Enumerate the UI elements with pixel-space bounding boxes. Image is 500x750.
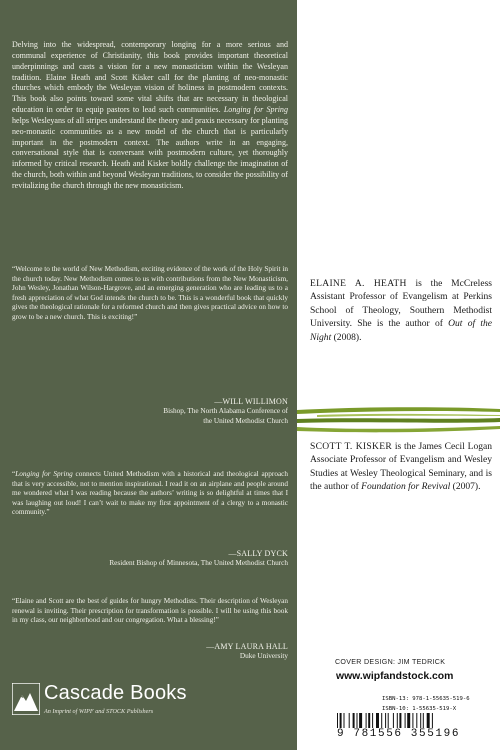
quote-book-title: Longing for Spring [15, 470, 73, 478]
isbn-13: ISBN-13: 978-1-55635-519-6 [382, 696, 470, 702]
bio-text: is the James Cecil Logan Associate Professor of Evangelism and Wesley Studies at Wesley Theological Seminary, and is the author of [310, 441, 493, 493]
isbn-10: ISBN-10: 1-55635-519-X [382, 706, 457, 712]
quote-text: connects United Methodism with a historical and theological approach that is very accessible, not to mention inspirational. I read it on an airplane and people around me wondered what I was reading because the authors’ writing is so delightful at times that I was laughing out loud! I can’t wait to make my first appointment of a clergy to a monastic community.” [12, 470, 289, 517]
endorsement-attribution-2 [12, 549, 288, 569]
author-bio-kisker [310, 440, 492, 494]
endorser-name: —AMY LAURA HALL [206, 642, 288, 651]
endorser-title: the United Methodist Church [203, 416, 288, 425]
publisher-logo [12, 681, 192, 733]
publisher-name: Cascade Books [44, 682, 187, 704]
publisher-tagline: An Imprint of WIPF and STOCK Publishers [44, 708, 154, 715]
blurb-part-2: helps Wesleyans of all stripes understand the theory and praxis necessary for planting neo-monastic communities as a new model of the church that is particularly important in the postmodern context. The authors write in an engaging, conversational style that is conversant with postmodern culture, yet thoroughly informed by critical research. Heath and Kisker boldly challenge the imagination of the church, both within and beyond Wesleyan traditions, to consider the possibility of revitalizing the church through the new monasticism. [12, 115, 288, 190]
endorsement-quote-2: “Longing for Spring connects United Methodism with a historical and theological approach that is very accessible, not to mention inspirational. I read it on an airplane and people around me wondered what I was reading because the authors’ writing is so delightful at times that I was laughing out loud! I can’t wait to make my first appointment of a clergy to a monastic community.” [12, 470, 289, 517]
book-blurb [12, 40, 288, 192]
endorsement-quote-3: “Elaine and Scott are the best of guides for hungry Methodists. Their description of Wesleyan renewal is inviting. Their prescription for transformation is possible. I will be using this book in my class, our neighborhood and our congregation. What a blessing!” [12, 597, 288, 625]
endorser-title: Duke University [239, 651, 288, 660]
endorsement-attribution-3 [12, 642, 288, 662]
bio-book-title: Foundation for Revival [361, 481, 451, 493]
bio-text: is the McCreless Assistant Professor of Evangelism at Perkins School of Theology, Southern Methodist University. She is the author of [310, 278, 492, 330]
bio-book-title: Out of the Night [310, 318, 493, 343]
endorser-title: Resident Bishop of Minnesota, The United Methodist Church [109, 558, 288, 567]
author-name: SCOTT T. KISKER [310, 441, 393, 452]
bio-year: (2008). [333, 331, 362, 343]
mountain-icon [12, 683, 40, 715]
grass-blades-graphic [297, 405, 500, 435]
author-name: ELAINE A. HEATH [310, 278, 407, 289]
endorsement-quote-1: “Welcome to the world of New Methodism, exciting evidence of the work of the Holy Spirit in the church today. New Methodism comes to us with contributions from the New Monasticism, John Wesley, Jonathan Wilson-Hargrove, and an emerging generation who are leading us to a fresh appreciation of what God intends the church to be. This is a wonderful book that quickly gives the theological rationale for a reformed church and then gives practical advice on how to grow to be a new church. This is exciting!” [12, 265, 288, 321]
blurb-title: Longing for Spring [223, 105, 288, 115]
blurb-part-1: Delving into the widespread, contemporary longing for a more serious and communal experience of Christianity, this book provides important theoretical underpinnings and casts a vision for a new monasticism within the Wesleyan tradition. Elaine Heath and Scott Kisker call for the planting of neo-monastic churches which embody the Wesleyan vision of holiness in postmodern contexts. This book also points toward some vital shifts that are necessary in theological education in order to equip pastors to lead such communities. [12, 40, 288, 115]
author-bio-heath [310, 277, 492, 344]
endorser-name: —WILL WILLIMON [214, 397, 288, 406]
right-panel [297, 0, 500, 750]
publisher-url: www.wipfandstock.com [336, 671, 454, 682]
endorsement-attribution-1 [12, 397, 288, 426]
barcode-number: 9 781556 355196 [337, 728, 461, 740]
endorser-name: —SALLY DYCK [228, 549, 288, 558]
cover-design-credit: COVER DESIGN: JIM TEDRICK [335, 658, 446, 666]
bio-year: (2007). [452, 481, 481, 493]
endorser-title: Bishop, The North Alabama Conference of [163, 406, 288, 415]
